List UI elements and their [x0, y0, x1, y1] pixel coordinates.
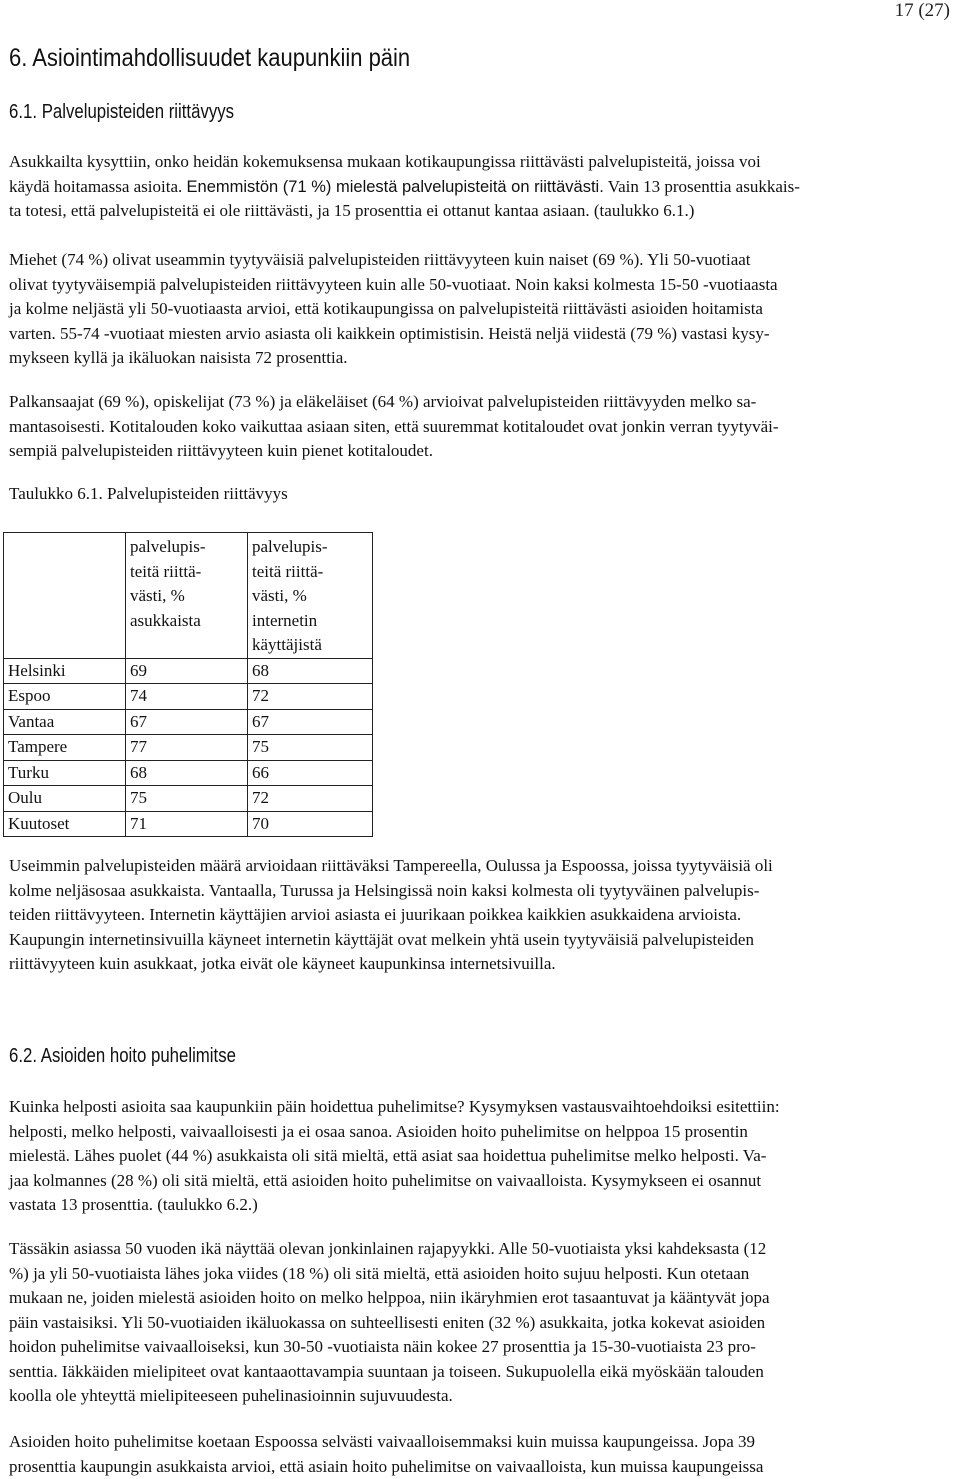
text-line: Palkansaajat (69 %), opiskelijat (73 %) ja eläkeläiset (64 %) arvioivat palvelupisteiden riittävyyden melko sa- — [9, 390, 756, 415]
text-line: Asioiden hoito puhelimitse koetaan Espoossa selvästi vaivaalloisemmaksi kuin muissa kaupungeissa. Jopa 39 — [9, 1430, 755, 1455]
text-line: helposti, melko helposti, vaivaalloisesti ja ei osaa sanoa. Asioiden hoito puhelimitse on helppoa 15 prosentin — [9, 1120, 748, 1145]
page-number: 17 (27) — [895, 0, 950, 22]
text-line: mykseen kyllä ja ikäluokan naisista 72 prosenttia. — [9, 346, 348, 371]
text-line: sempiä palvelupisteiden riittävyyteen kuin pienet kotitaloudet. — [9, 439, 433, 464]
text-line: Asukkailta kysyttiin, onko heidän kokemuksensa mukaan kotikaupungissa riittävästi palvelupisteitä, joissa voi — [9, 150, 761, 175]
text-line: koolla ole yhteyttä mielipiteeseen puhelinasioinnin sujuvuudesta. — [9, 1384, 453, 1409]
text-line: ta totesi, että palvelupisteitä ei ole riittävästi, ja 15 prosenttia ei ottanut kantaa asiaan. (taulukko 6.1.) — [9, 199, 694, 224]
text-line: käydä hoitamassa asioita. Enemmistön (71 %) mielestä palvelupisteitä on riittävästi. Vain 13 prosenttia asukkais- — [9, 175, 800, 200]
table-cell-residents: 71 — [126, 811, 248, 837]
table-cell-city: Espoo — [4, 684, 126, 710]
table-cell-internet-users: 67 — [248, 709, 373, 735]
highlighted-sentence: Enemmistön (71 %) mielestä palvelupisteitä on riittävästi. — [187, 178, 604, 196]
table-cell-city: Tampere — [4, 735, 126, 761]
text-line: riittävyyteen kuin asukkaat, jotka eivät ole käyneet kaupunkinsa internetsivuilla. — [9, 952, 556, 977]
table-row — [4, 658, 373, 684]
text-line: kolme neljäsosaa asukkaista. Vantaalla, Turussa ja Helsingissä noin kaksi kolmesta oli tyytyväinen palvelupis- — [9, 879, 759, 904]
text-line: vastata 13 prosenttia. (taulukko 6.2.) — [9, 1193, 258, 1218]
text-line: mielestä. Lähes puolet (44 %) asukkaista oli sitä mieltä, että asiat saa hoidettua puhelimitse melko helposti. Va- — [9, 1144, 766, 1169]
text-line: Kaupungin internetinsivuilla käyneet internetin käyttäjät ovat melkein yhtä usein tyytyväisiä palvelupisteiden — [9, 928, 754, 953]
table-cell-residents: 75 — [126, 786, 248, 812]
table-header-empty — [4, 533, 126, 659]
table-cell-internet-users: 75 — [248, 735, 373, 761]
text-line: olivat tyytyväisempiä palvelupisteiden riittävyyteen kuin alle 50-vuotiaat. Noin kaksi kolmesta 15-50 -vuotiaasta — [9, 273, 778, 298]
text-line: Tässäkin asiassa 50 vuoden ikä näyttää olevan jonkinlainen rajapyykki. Alle 50-vuotiaista yksi kahdeksasta (12 — [9, 1237, 766, 1262]
table-cell-residents: 74 — [126, 684, 248, 710]
text-line: mantasoisesti. Kotitalouden koko vaikuttaa asiaan siten, että suuremmat kotitaloudet ovat jonkin verran tyytyväi- — [9, 415, 779, 440]
table-caption: Taulukko 6.1. Palvelupisteiden riittävyys — [9, 484, 288, 504]
text-line: jaa kolmannes (28 %) oli sitä mieltä, että asioiden hoito puhelimitse on vaivaalloista. Kysymykseen ei osannut — [9, 1169, 761, 1194]
table-cell-city: Oulu — [4, 786, 126, 812]
text-line: senttia. Iäkkäiden mielipiteet ovat kantaaottavampia suuntaan ja toiseen. Sukupuolella eikä myöskään talouden — [9, 1360, 764, 1385]
table-cell-city: Helsinki — [4, 658, 126, 684]
table-cell-internet-users: 72 — [248, 684, 373, 710]
text-line: Useimmin palvelupisteiden määrä arvioidaan riittäväksi Tampereella, Oulussa ja Espoossa, joissa tyytyväisiä oli — [9, 854, 773, 879]
text-line: prosenttia kaupungin asukkaista arvioi, että asiain hoito puhelimitse on vaivaalloista, kun muissa kaupungeissa — [9, 1455, 763, 1479]
paragraph-city-comparison — [9, 854, 953, 977]
data-table — [3, 532, 373, 837]
table-row — [4, 786, 373, 812]
subsection-title-6-1: 6.1. Palvelupisteiden riittävyys — [9, 101, 234, 124]
table-row — [4, 684, 373, 710]
paragraph-intro — [9, 150, 953, 224]
paragraph-gender-age — [9, 248, 953, 371]
table-cell-city: Vantaa — [4, 709, 126, 735]
section-title: 6. Asiointimahdollisuudet kaupunkiin päin — [9, 44, 410, 73]
table-header-residents: palvelupis- teitä riittä- västi, % asukkaista — [126, 533, 248, 659]
paragraph-occupation — [9, 390, 953, 464]
table-cell-internet-users: 72 — [248, 786, 373, 812]
table-cell-city: Kuutoset — [4, 811, 126, 837]
table-cell-internet-users: 70 — [248, 811, 373, 837]
table-cell-city: Turku — [4, 760, 126, 786]
text-line: hoidon puhelimitse vaivaalloiseksi, kun 30-50 -vuotiaista näin kokee 27 prosenttia ja 15-30-vuotiaista 23 pro- — [9, 1335, 756, 1360]
paragraph-phone-age — [9, 1237, 953, 1409]
text-line: varten. 55-74 -vuotiaat miesten arvio asiasta oli kaikkein optimistisin. Heistä neljä viidestä (79 %) vastasi kysy- — [9, 322, 770, 347]
table-header-row — [4, 533, 373, 659]
table-header-internet-users: palvelupis- teitä riittä- västi, % internetin käyttäjistä — [248, 533, 373, 659]
table-row — [4, 811, 373, 837]
paragraph-espoo — [9, 1430, 953, 1479]
text-line: Kuinka helposti asioita saa kaupunkiin päin hoidettua puhelimitse? Kysymyksen vastausvaihtoehdoiksi esitettiin: — [9, 1095, 780, 1120]
table-row — [4, 709, 373, 735]
text-line: %) ja yli 50-vuotiaista lähes joka viides (18 %) oli sitä mieltä, että asioiden hoito sujuu helposti. Kun otetaan — [9, 1262, 749, 1287]
table-cell-internet-users: 68 — [248, 658, 373, 684]
text-line: teiden riittävyyteen. Internetin käyttäjien arvioi asiasta ei juurikaan poikkea kaikkien asukkaidena arvioista. — [9, 903, 741, 928]
table-cell-internet-users: 66 — [248, 760, 373, 786]
table-row — [4, 760, 373, 786]
table-cell-residents: 69 — [126, 658, 248, 684]
table-cell-residents: 77 — [126, 735, 248, 761]
text-line: ja kolme neljästä yli 50-vuotiaasta arvioi, että kotikaupungissa on palvelupisteitä riittävästi asioiden hoitamista — [9, 297, 763, 322]
table-row — [4, 735, 373, 761]
table-cell-residents: 68 — [126, 760, 248, 786]
text-line: mukaan ne, joiden mielestä asioiden hoito on melko helppoa, niin ikäryhmien erot tasaantuvat ja kääntyvät jopa — [9, 1286, 770, 1311]
table-cell-residents: 67 — [126, 709, 248, 735]
text-line: Miehet (74 %) olivat useammin tyytyväisiä palvelupisteiden riittävyyteen kuin naiset (69 %). Yli 50-vuotiaat — [9, 248, 751, 273]
subsection-title-6-2: 6.2. Asioiden hoito puhelimitse — [9, 1045, 236, 1068]
paragraph-phone-intro — [9, 1095, 953, 1218]
text-line: päin vastaisiksi. Yli 50-vuotiaiden ikäluokassa on suhteellisesti eniten (32 %) asukkaita, jotka kokevat asioiden — [9, 1311, 765, 1336]
